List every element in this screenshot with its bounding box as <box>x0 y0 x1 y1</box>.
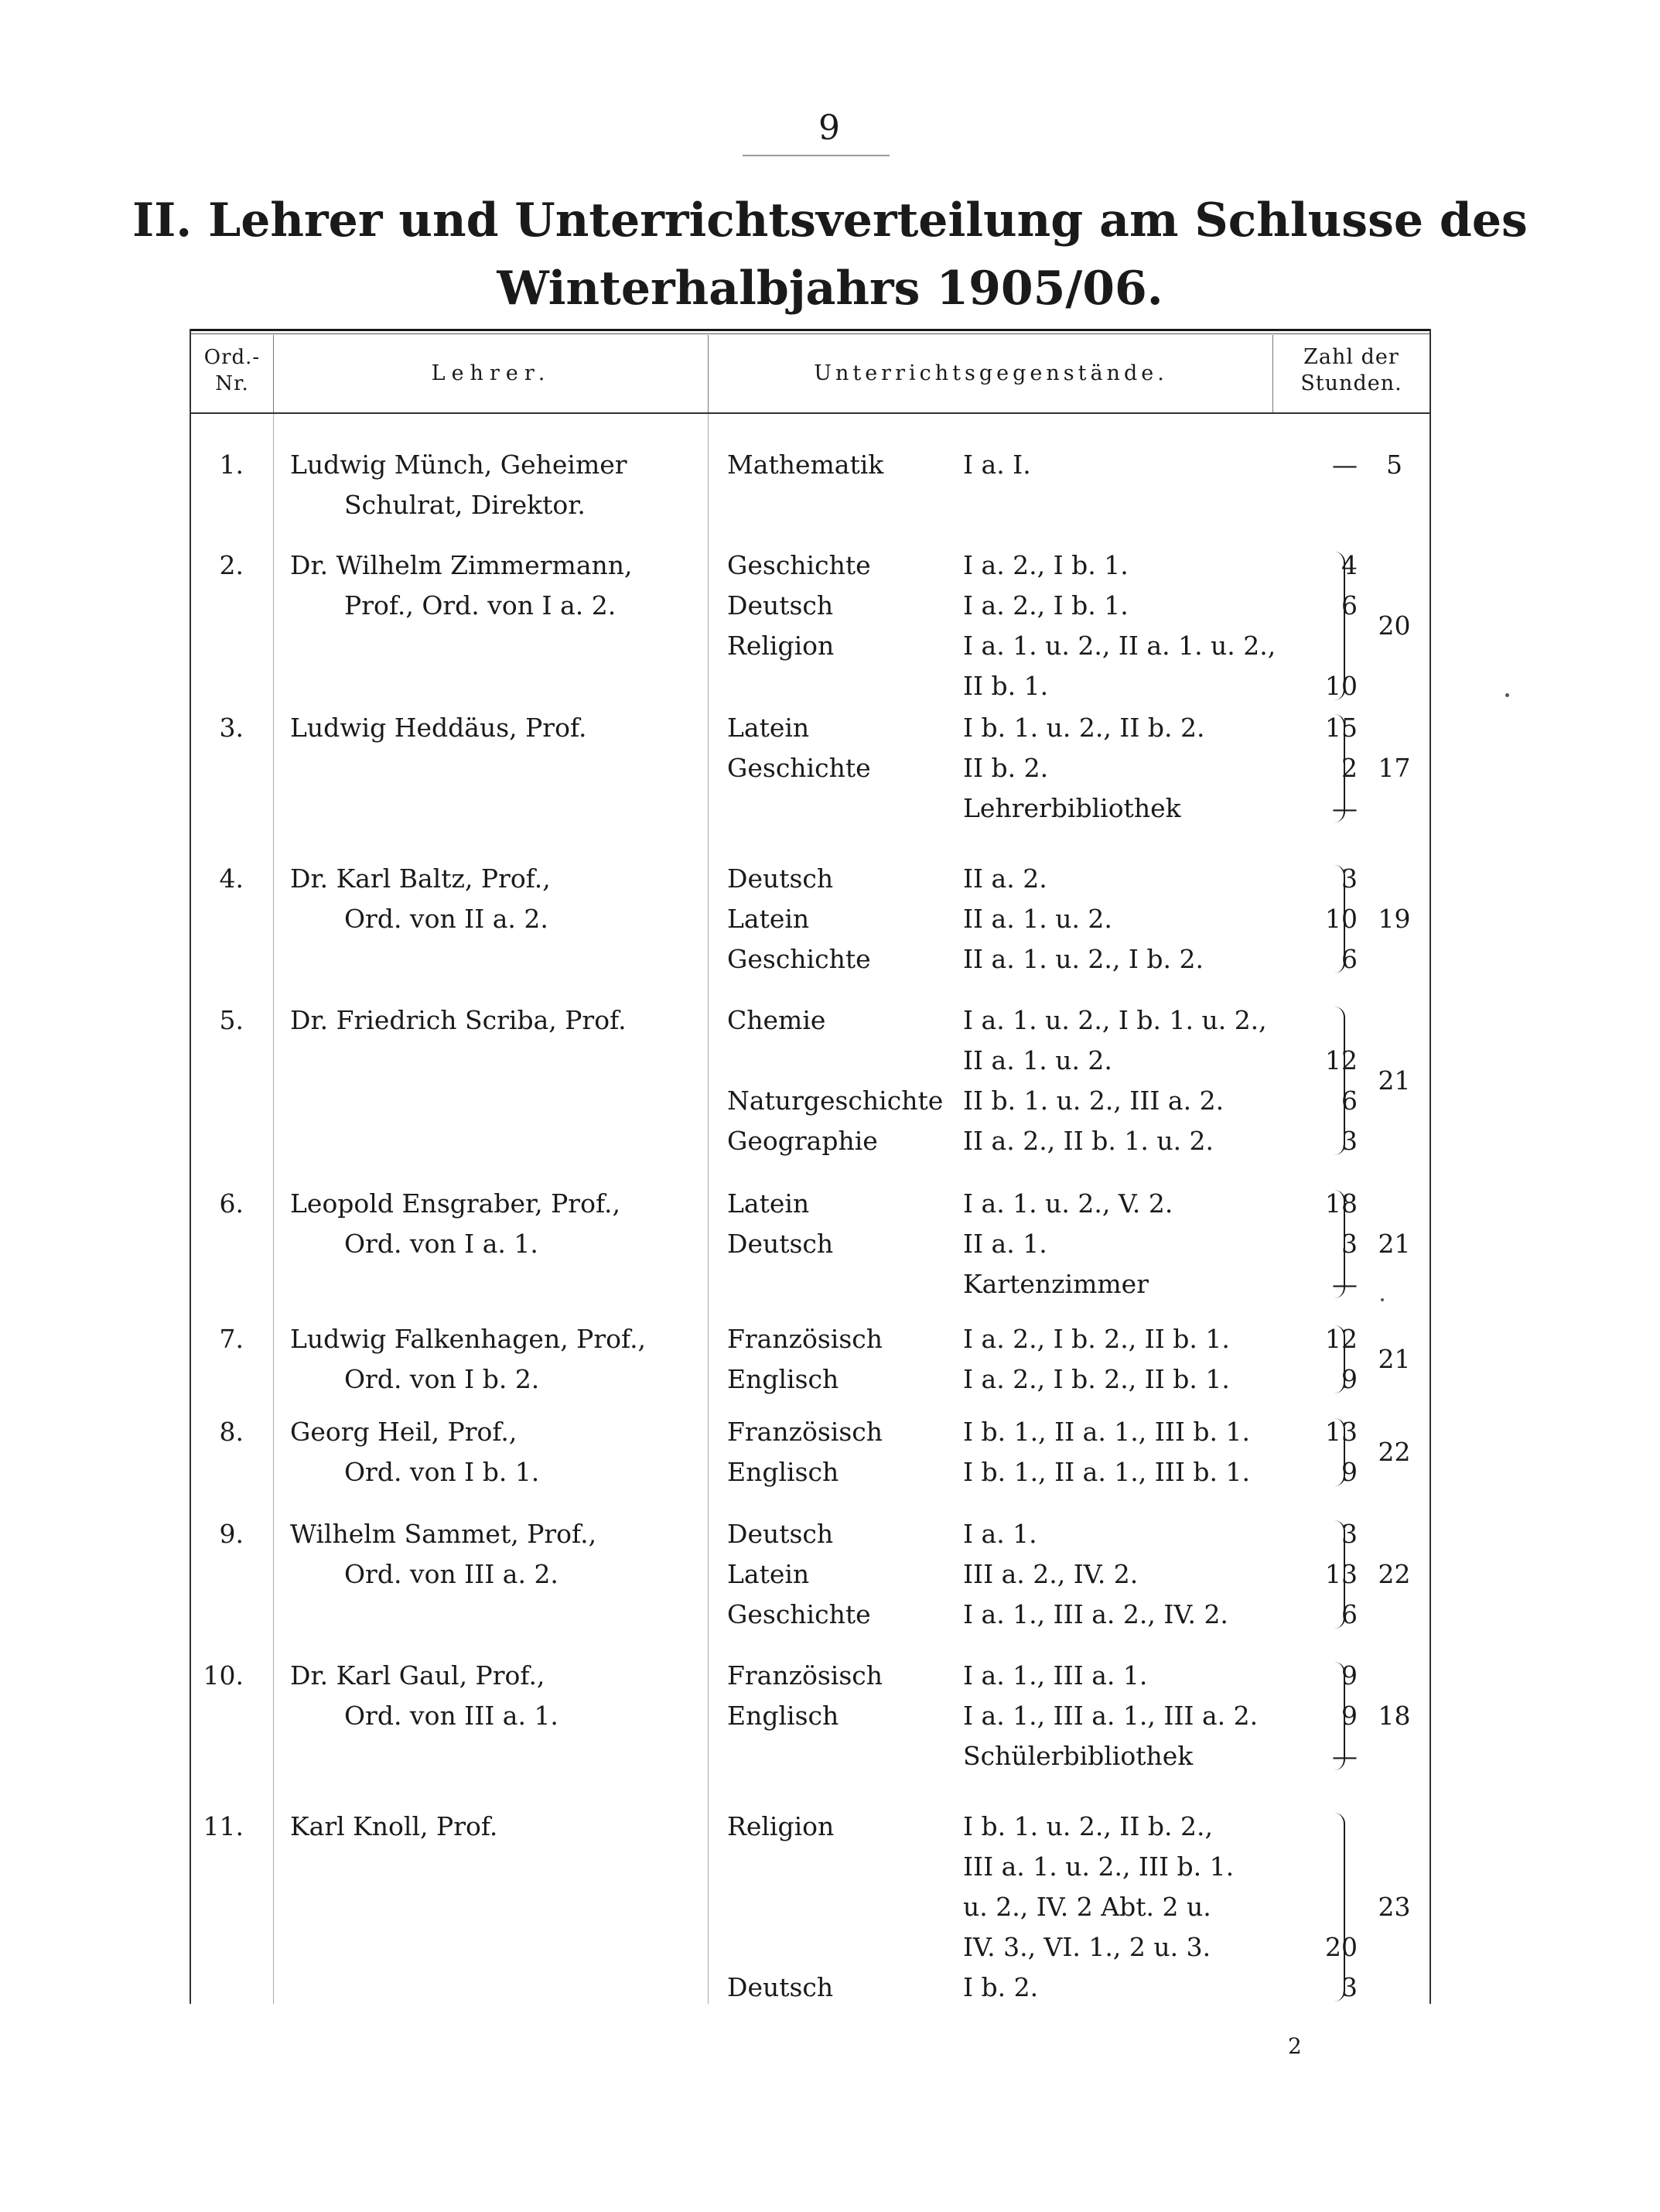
subject-hours: 6 <box>1341 590 1358 621</box>
teacher-name-line: Dr. Wilhelm Zimmermann, <box>290 550 633 580</box>
teacher-name-line: Ord. von II a. 2. <box>344 904 548 934</box>
teacher-name-line: Ludwig Falkenhagen, Prof., <box>290 1324 647 1354</box>
class-assignment: I a. I. <box>963 450 1031 480</box>
header-stunden-line2: Stunden. <box>1300 371 1402 395</box>
class-assignment: III a. 1. u. 2., III b. 1. <box>963 1851 1235 1882</box>
row-ord-number: 9. <box>219 1519 244 1549</box>
print-speck <box>1505 693 1509 697</box>
teacher-name-line: Dr. Friedrich Scriba, Prof. <box>290 1005 627 1035</box>
subject-hours: 3 <box>1341 1126 1358 1156</box>
subject: Mathematik <box>727 450 884 480</box>
subject: Deutsch <box>727 590 834 621</box>
hours-brace <box>1333 1325 1345 1393</box>
teacher-name-line: Prof., Ord. von I a. 2. <box>344 590 617 621</box>
page-number-rule <box>743 155 890 156</box>
signature-mark: 2 <box>1288 2033 1302 2059</box>
subject-hours: — <box>1332 1741 1358 1771</box>
class-assignment: I b. 1., II a. 1., III b. 1. <box>963 1417 1250 1447</box>
header-ord-line2: Nr. <box>215 372 249 395</box>
subject: Französisch <box>727 1417 883 1447</box>
table-top-rule <box>190 329 1431 331</box>
header-stunden <box>1274 344 1429 397</box>
row-ord-number: 6. <box>219 1188 244 1219</box>
teacher-name-line: Ludwig Heddäus, Prof. <box>290 713 587 743</box>
subject-hours: 9 <box>1341 1364 1358 1394</box>
class-assignment: II b. 1. u. 2., III a. 2. <box>963 1085 1225 1116</box>
subject-hours: 3 <box>1341 1972 1358 2002</box>
subject-hours: 6 <box>1341 1085 1358 1116</box>
subject-hours: 13 <box>1325 1417 1358 1447</box>
class-assignment: II a. 2. <box>963 863 1047 894</box>
hours-brace <box>1333 1520 1345 1629</box>
subject-hours: 2 <box>1341 753 1358 783</box>
class-assignment: IV. 3., VI. 1., 2 u. 3. <box>963 1932 1211 1962</box>
table-right-border <box>1429 329 1431 2004</box>
subject-hours: 3 <box>1341 863 1358 894</box>
subject: Naturgeschichte <box>727 1085 944 1116</box>
hours-brace <box>1333 1007 1345 1155</box>
subject: Geschichte <box>727 944 871 974</box>
subject: Geschichte <box>727 1599 871 1629</box>
total-hours: 18 <box>1378 1701 1411 1731</box>
header-separator-1 <box>273 335 274 412</box>
total-hours: 21 <box>1378 1229 1411 1259</box>
body-separator-2 <box>708 414 709 2004</box>
class-assignment: II a. 1. <box>963 1229 1047 1259</box>
class-assignment: II b. 1. <box>963 671 1049 701</box>
total-hours: 19 <box>1378 904 1411 934</box>
header-stunden-line1: Zahl der <box>1303 345 1399 369</box>
subject: Deutsch <box>727 1972 834 2002</box>
row-ord-number: 10. <box>203 1660 244 1691</box>
total-hours: 23 <box>1378 1892 1411 1922</box>
subject: Französisch <box>727 1660 883 1691</box>
subject-hours: 9 <box>1341 1457 1358 1487</box>
class-assignment: u. 2., IV. 2 Abt. 2 u. <box>963 1892 1211 1922</box>
class-assignment: I b. 2. <box>963 1972 1039 2002</box>
hours-brace <box>1333 865 1345 973</box>
subject: Latein <box>727 1188 810 1219</box>
subject-hours: — <box>1332 450 1358 480</box>
class-assignment: Kartenzimmer <box>963 1269 1149 1299</box>
class-assignment: I a. 1. u. 2., V. 2. <box>963 1188 1173 1219</box>
class-assignment: Lehrerbibliothek <box>963 793 1181 823</box>
subject-hours: 10 <box>1325 904 1358 934</box>
class-assignment: I a. 1., III a. 1. <box>963 1660 1148 1691</box>
subject-hours: 20 <box>1325 1932 1358 1962</box>
class-assignment: II b. 2. <box>963 753 1049 783</box>
header-ord-line1: Ord.- <box>203 346 261 369</box>
subject: Englisch <box>727 1364 839 1394</box>
body-separator-1 <box>273 414 274 2004</box>
teacher-name-line: Karl Knoll, Prof. <box>290 1811 498 1841</box>
class-assignment: I a. 2., I b. 2., II b. 1. <box>963 1364 1230 1394</box>
row-ord-number: 1. <box>219 450 244 480</box>
subject: Geographie <box>727 1126 878 1156</box>
class-assignment: II a. 1. u. 2., I b. 2. <box>963 944 1204 974</box>
subject-hours: — <box>1332 793 1358 823</box>
subject: Chemie <box>727 1005 826 1035</box>
teacher-name-line: Dr. Karl Gaul, Prof., <box>290 1660 545 1691</box>
hours-brace <box>1333 1418 1345 1486</box>
row-ord-number: 3. <box>219 713 244 743</box>
subject-hours: 3 <box>1341 1229 1358 1259</box>
class-assignment: I b. 1. u. 2., II b. 2., <box>963 1811 1213 1841</box>
class-assignment: I a. 1. u. 2., I b. 1. u. 2., <box>963 1005 1267 1035</box>
teacher-name-line: Ord. von I b. 1. <box>344 1457 540 1487</box>
hours-brace <box>1333 1813 1345 2002</box>
subject-hours: 4 <box>1341 550 1358 580</box>
class-assignment: I b. 1. u. 2., II b. 2. <box>963 713 1205 743</box>
row-ord-number: 11. <box>203 1811 244 1841</box>
class-assignment: I a. 1. u. 2., II a. 1. u. 2., <box>963 631 1276 661</box>
subject-hours: 10 <box>1325 671 1358 701</box>
subject-hours: 9 <box>1341 1660 1358 1691</box>
subject-hours: 18 <box>1325 1188 1358 1219</box>
header-separator-2 <box>708 335 709 412</box>
row-ord-number: 2. <box>219 550 244 580</box>
header-separator-3 <box>1272 335 1273 412</box>
row-ord-number: 4. <box>219 863 244 894</box>
class-assignment: II a. 1. u. 2. <box>963 904 1112 934</box>
subject-hours: 12 <box>1325 1045 1358 1075</box>
total-hours: 22 <box>1378 1437 1411 1467</box>
row-ord-number: 5. <box>219 1005 244 1035</box>
teacher-name-line: Georg Heil, Prof., <box>290 1417 517 1447</box>
class-assignment: I a. 2., I b. 1. <box>963 550 1129 580</box>
subject: Latein <box>727 904 810 934</box>
class-assignment: I a. 1., III a. 1., III a. 2. <box>963 1701 1259 1731</box>
header-fach: Unterrichtsgegenstände. <box>814 361 1168 385</box>
subject-hours: 3 <box>1341 1519 1358 1549</box>
row-ord-number: 7. <box>219 1324 244 1354</box>
class-assignment: II a. 1. u. 2. <box>963 1045 1112 1075</box>
class-assignment: I a. 1. <box>963 1519 1037 1549</box>
subject: Englisch <box>727 1457 839 1487</box>
table-top-rule-thin <box>190 333 1431 334</box>
subject-hours: 6 <box>1341 944 1358 974</box>
teacher-name-line: Ord. von I b. 2. <box>344 1364 540 1394</box>
total-hours: 22 <box>1378 1559 1411 1589</box>
total-hours: 21 <box>1378 1065 1411 1096</box>
subject-hours: 13 <box>1325 1559 1358 1589</box>
subject: Religion <box>727 631 835 661</box>
subject: Englisch <box>727 1701 839 1731</box>
subject-hours: — <box>1332 1269 1358 1299</box>
section-title-line1: II. Lehrer und Unterrichtsverteilung am Schlusse des <box>132 193 1528 248</box>
class-assignment: III a. 2., IV. 2. <box>963 1559 1139 1589</box>
teacher-name-line: Ord. von I a. 1. <box>344 1229 538 1259</box>
subject: Französisch <box>727 1324 883 1354</box>
print-speck <box>1381 1298 1384 1301</box>
header-lehrer: Lehrer. <box>431 361 552 385</box>
teacher-name-line: Wilhelm Sammet, Prof., <box>290 1519 597 1549</box>
teacher-name-line: Dr. Karl Baltz, Prof., <box>290 863 551 894</box>
hours-brace <box>1333 1190 1345 1298</box>
subject: Deutsch <box>727 1519 834 1549</box>
class-assignment: I a. 2., I b. 2., II b. 1. <box>963 1324 1230 1354</box>
subject: Geschichte <box>727 753 871 783</box>
header-ord <box>193 344 271 397</box>
subject: Religion <box>727 1811 835 1841</box>
section-title-line2: Winterhalbjahrs 1905/06. <box>497 262 1163 316</box>
teacher-name-line: Leopold Ensgraber, Prof., <box>290 1188 620 1219</box>
subject: Deutsch <box>727 863 834 894</box>
teacher-schedule-table <box>190 329 1431 2004</box>
page-number: 9 <box>818 108 842 148</box>
teacher-name-line: Schulrat, Direktor. <box>344 490 586 520</box>
class-assignment: I a. 2., I b. 1. <box>963 590 1129 621</box>
subject-hours: 6 <box>1341 1599 1358 1629</box>
total-hours: 5 <box>1386 450 1402 480</box>
total-hours: 21 <box>1378 1344 1411 1374</box>
row-ord-number: 8. <box>219 1417 244 1447</box>
subject: Geschichte <box>727 550 871 580</box>
subject-hours: 9 <box>1341 1701 1358 1731</box>
teacher-name-line: Ord. von III a. 1. <box>344 1701 558 1731</box>
subject-hours: 15 <box>1325 713 1358 743</box>
table-header-rule <box>190 412 1431 414</box>
teacher-name-line: Ord. von III a. 2. <box>344 1559 558 1589</box>
class-assignment: I a. 1., III a. 2., IV. 2. <box>963 1599 1228 1629</box>
class-assignment: I b. 1., II a. 1., III b. 1. <box>963 1457 1250 1487</box>
hours-brace <box>1333 1662 1345 1770</box>
total-hours: 17 <box>1378 753 1411 783</box>
hours-brace <box>1333 714 1345 822</box>
class-assignment: II a. 2., II b. 1. u. 2. <box>963 1126 1214 1156</box>
class-assignment: Schülerbibliothek <box>963 1741 1194 1771</box>
hours-brace <box>1333 552 1345 700</box>
teacher-name-line: Ludwig Münch, Geheimer <box>290 450 627 480</box>
subject: Latein <box>727 1559 810 1589</box>
subject: Deutsch <box>727 1229 834 1259</box>
subject-hours: 12 <box>1325 1324 1358 1354</box>
subject: Latein <box>727 713 810 743</box>
total-hours: 20 <box>1378 610 1411 641</box>
